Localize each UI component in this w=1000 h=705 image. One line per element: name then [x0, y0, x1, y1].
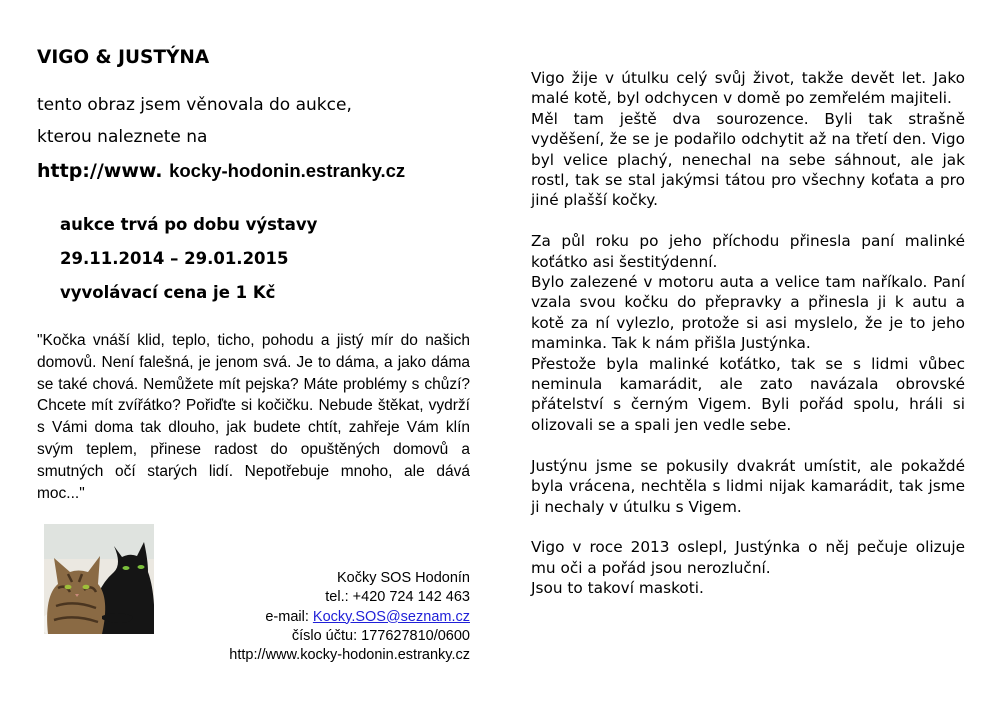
cat-quote: "Kočka vnáší klid, teplo, ticho, pohodu a jistý mír do našich domovů. Není falešná, je jenom svá. Je to dáma, a jako dáma se také chová. Nemůžete mít pejska? Máte problémy s chůzí? Chcete mít zvířátko? Pořiďte si kočičku. Nebude štěkat, vydrží s Vámi doma tak dlouho, jak budete chtít, zahřeje Vám klín svým teplem, přinese radost do opuštěných domovů a smutných očí starých lidí. Nepotřebuje mnoho, ale dává moc..." [37, 332, 470, 502]
email-line [229, 608, 470, 627]
url-prefix: http://www. [37, 160, 163, 182]
story-paragraph-8: Jsou to takoví maskoti. [531, 579, 704, 598]
document-title: VIGO & JUSTÝNA [37, 47, 210, 68]
story-paragraph-3: Za půl roku po jeho příchodu přinesla paní malinké koťátko asi šestitýdenní. [531, 232, 965, 271]
story-text [531, 68, 965, 599]
story-paragraph-5: Přestože byla malinké koťátko, tak se s lidmi vůbec neminula kamarádit, ale zato navázala obrovské přátelství s černým Vigem. Byli pořád spolu, hráli si olizovali se a spali jen vedle sebe. [531, 354, 965, 434]
story-paragraph-4: Bylo zalezené v motoru auta a velice tam naříkalo. Paní vzala svou kočku do přepravky a přinesla ji k autu a kotě za ní vylezlo, protože si asi myslelo, že je to jeho maminka. Tak k nám přišla Justýnka. [531, 273, 965, 353]
contact-website: http://www.kocky-hodonin.estranky.cz [229, 647, 470, 664]
story-paragraph-7: Vigo v roce 2013 oslepl, Justýnka o něj pečuje olizuje mu oči a pořád jsou nerozluční. [531, 538, 965, 577]
phone-number: tel.: +420 724 142 463 [325, 589, 470, 606]
url-domain: kocky-hodonin.estranky.cz [169, 160, 406, 181]
email-link[interactable]: Kocky.SOS@seznam.cz [312, 608, 470, 625]
email-label: e-mail: [265, 608, 313, 625]
bank-account: číslo účtu: 177627810/0600 [291, 627, 470, 644]
auction-dates: 29.11.2014 – 29.01.2015 [60, 249, 289, 268]
intro-line-2: kterou naleznete na [37, 127, 208, 147]
auction-starting-price: vyvolávací cena je 1 Kč [60, 283, 276, 302]
story-paragraph-1: Vigo žije v útulku celý svůj život, takže devět let. Jako malé kotě, byl odchycen v domě po zemřelém majiteli. [531, 69, 965, 108]
organization-name: Kočky SOS Hodonín [337, 570, 470, 586]
story-paragraph-2: Měl tam ještě dva sourozence. Byli tak strašně vyděšení, že se je podařilo odchytit až na třetí den. Vigo byl velice plachý, nenechal na sebe sáhnout, ale jak rostl, tak se stal jakýmsi tátou pro všechny koťata a pro jiné plašší kočky. [531, 109, 965, 210]
contact-block [229, 569, 470, 665]
website-url [37, 160, 405, 182]
intro-line-1: tento obraz jsem věnovala do aukce, [37, 95, 352, 115]
cats-painting-image [44, 524, 154, 634]
auction-duration: aukce trvá po dobu výstavy [60, 215, 318, 234]
story-paragraph-6: Justýnu jsme se pokusily dvakrát umístit, ale pokaždé byla vrácena, nechtěla s lidmi nijak kamarádit, tak jsme ji nechaly v útulku s Vigem. [531, 456, 965, 516]
